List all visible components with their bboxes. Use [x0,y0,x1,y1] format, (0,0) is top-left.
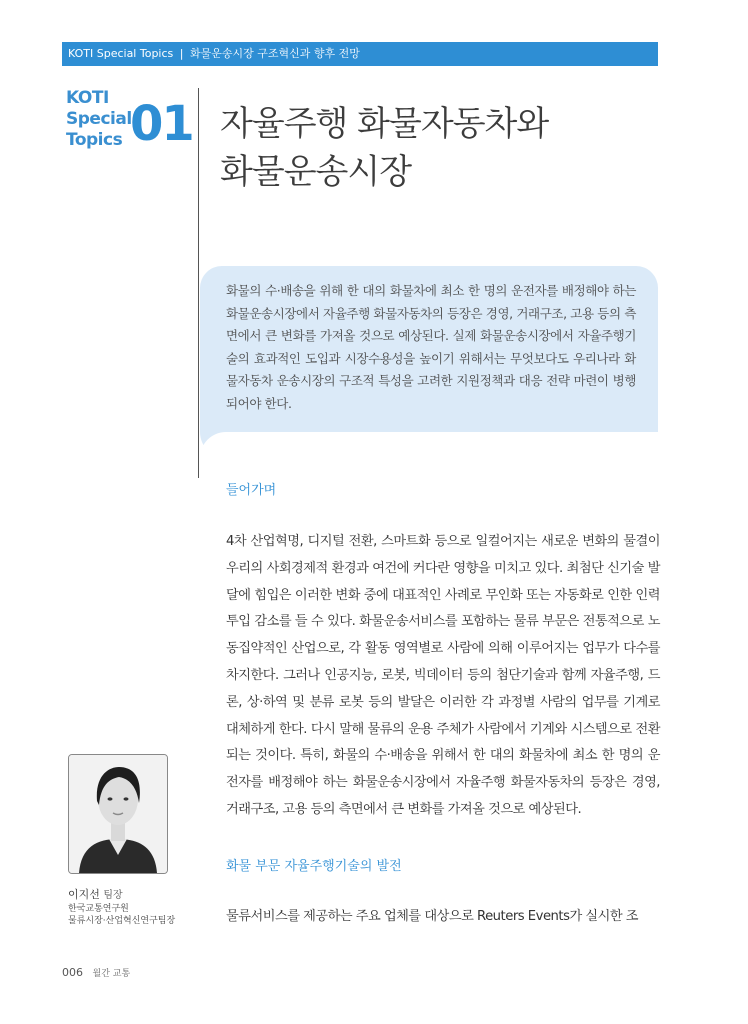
abstract-box-tail-cut [200,432,280,458]
section-heading-intro: 들어가며 [226,483,277,498]
author-name-line [68,886,123,902]
section-label-topics: Topics [66,130,123,150]
article-title [220,100,640,196]
title-line-2: 화물운송시장 [220,152,412,192]
header-separator: | [179,47,184,60]
author-portrait-image [69,755,167,873]
vertical-divider [198,88,199,478]
abstract-box [200,266,658,432]
section-label-special: Special [66,109,132,129]
section-label [66,88,134,151]
author-role: 팀장 [103,890,123,901]
header-series: KOTI Special Topics [68,47,174,60]
section-body-tech: 물류서비스를 제공하는 주요 업체를 대상으로 Reuters Events가 실시한 조 [226,909,639,924]
page-number: 006 [62,966,83,979]
publication-name: 월간 교통 [92,969,131,979]
author-photo [68,754,168,874]
author-affiliation-team: 물류시장·산업혁신연구팀장 [68,916,176,926]
page-footer [62,966,130,979]
title-line-1: 자율주행 화물자동차와 [220,104,549,144]
running-header [62,42,658,66]
abstract-text: 화물의 수·배송을 위해 한 대의 화물차에 최소 한 명의 운전자를 배정해야 하는 화물운송시장에서 자율주행 화물자동차의 등장은 경영, 거래구조, 고용 등의 측면에서 큰 변화를 가져올 것으로 예상된다. 실제 화물운송시장에서 자율주행기술의 효과적인 도입과 시장수용성을 높이기 위해서는 무엇보다도 우리나라 화물자동차 운송시장의 구조적 특성을 고려한 지원정책과 대응 전략 마련이 병행되어야 한다. [226,283,636,411]
section-body-intro: 4차 산업혁명, 디지털 전환, 스마트화 등으로 일컬어지는 새로운 변화의 물결이 우리의 사회경제적 환경과 여건에 커다란 영향을 미치고 있다. 최첨단 신기술 발달에 힘입은 이러한 변화 중에 대표적인 사례로 무인화 또는 자동화로 인한 인력투입 감소를 들 수 있다. 화물운송서비스를 포함하는 물류 부문은 전통적으로 노동집약적인 산업으로, 각 활동 영역별로 사람에 의해 이루어지는 업무가 다수를 차지한다. 그러나 인공지능, 로봇, 빅데이터 등의 첨단기술과 함께 자율주행, 드론, 상·하역 및 분류 로봇 등의 발달은 이러한 각 과정별 사람의 업무를 기계로 대체하게 한다. 다시 말해 물류의 운용 주체가 사람에서 기계와 시스템으로 전환되는 것이다. 특히, 화물의 수·배송을 위해서 한 대의 화물차에 최소 한 명의 운전자를 배정해야 하는 화물운송시장에서 자율주행 화물자동차의 등장은 경영, 거래구조, 고용 등의 측면에서 큰 변화를 가져올 것으로 예상된다. [226,534,660,817]
author-name: 이지선 [68,888,100,901]
author-affiliation [68,903,175,927]
section-label-koti: KOTI [66,88,109,108]
section-heading-tech: 화물 부문 자율주행기술의 발전 [226,859,402,874]
header-subject: 화물운송시장 구조혁신과 향후 전망 [189,47,360,60]
author-affiliation-org: 한국교통연구원 [68,904,129,914]
section-number: 01 [130,96,193,152]
